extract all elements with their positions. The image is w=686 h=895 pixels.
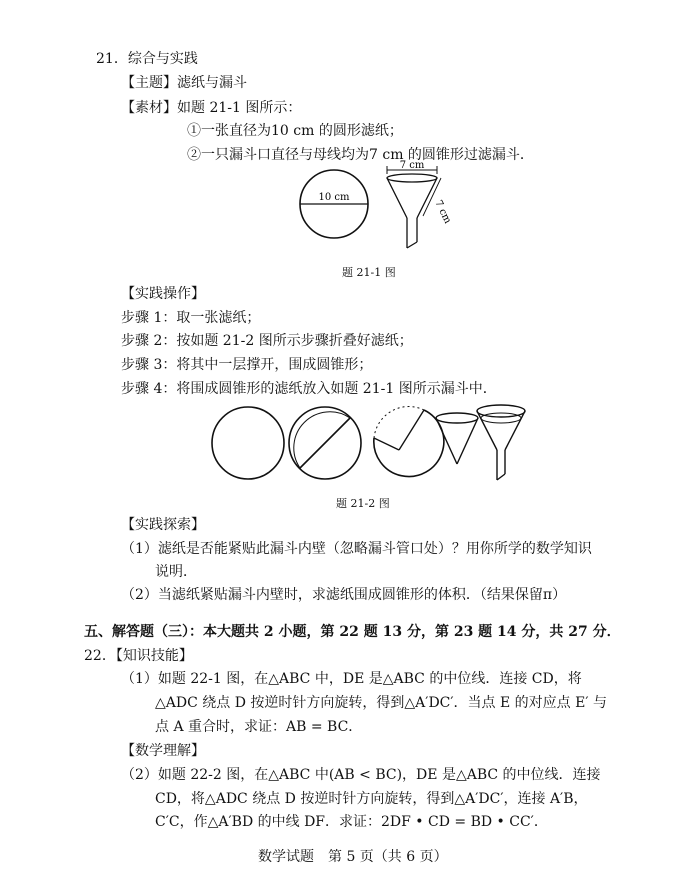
section-5-heading: 五、解答题（三）：本大题共 2 小题，第 22 题 13 分，第 23 题 14 分，共 27 分． <box>84 624 621 640</box>
fold-step-half <box>289 407 361 479</box>
page-footer: 数学试题 第 5 页（共 6 页） <box>258 849 448 865</box>
understanding-heading: 【数学理解】 <box>121 743 205 759</box>
slant-height-label: 7 cm <box>432 198 453 226</box>
step-4: 步骤 4：将围成圆锥形的滤纸放入如题 21-1 图所示漏斗中． <box>121 381 497 397</box>
q21-theme: 【主题】滤纸与漏斗 <box>121 75 247 91</box>
explore-q2: （2）当滤纸紧贴漏斗内壁时，求滤纸围成圆锥形的体积．（结果保留π） <box>121 587 567 603</box>
q22-p1-line-1: （1）如题 22-1 图，在△ABC 中，DE 是△ABC 的中位线．连接 CD，将 <box>121 671 582 687</box>
paper-cone <box>436 413 478 464</box>
filter-paper-circle <box>300 170 368 238</box>
cone-in-funnel <box>477 405 525 480</box>
q22-p1-line-3: 点 A 重合时，求证：AB = BC． <box>155 719 363 735</box>
funnel-drawing <box>387 160 453 248</box>
q22-p2-line-1: （2）如题 22-2 图，在△ABC 中(AB < BC)，DE 是△ABC 的中位线．连接 <box>121 767 601 783</box>
explore-q1-line-1: （1）滤纸是否能紧贴此漏斗内壁（忽略漏斗管口处）？用你所学的数学知识 <box>121 541 592 557</box>
q22-p1-line-2: △ADC 绕点 D 按逆时针方向旋转，得到△A′DC′．当点 E 的对应点 E′ 与 <box>155 695 607 711</box>
q22-p2-line-3: C′C，作△A′BD 的中线 DF．求证：2DF • CD = BD • CC′． <box>155 814 548 830</box>
figure-21-2 <box>200 398 540 488</box>
q21-material: 【素材】如题 21-1 图所示： <box>121 100 302 116</box>
explore-q1-line-2: 说明． <box>155 564 197 580</box>
fold-step-quarter <box>374 407 444 477</box>
q21-item-2: ②一只漏斗口直径与母线均为7 cm 的圆锥形过滤漏斗． <box>187 147 534 163</box>
figure-21-2-caption: 题 21-2 图 <box>336 497 390 510</box>
diameter-label: 10 cm <box>318 192 350 203</box>
figure-21-1-caption: 题 21-1 图 <box>342 266 396 279</box>
q21-item-1: ①一张直径为10 cm 的圆形滤纸； <box>187 123 403 139</box>
step-3: 步骤 3：将其中一层撑开，围成圆锥形； <box>121 357 373 373</box>
explore-heading: 【实践探索】 <box>121 517 205 533</box>
figure-21-1 <box>295 158 465 258</box>
q22-p2-line-2: CD，将△ADC 绕点 D 按逆时针方向旋转，得到△A′DC′，连接 A′B， <box>155 791 588 807</box>
step-1: 步骤 1：取一张滤纸； <box>121 310 261 326</box>
q22-title: 22．【知识技能】 <box>84 648 193 664</box>
q21-title: 21．综合与实践 <box>96 51 198 67</box>
fold-step-full-circle <box>212 407 284 479</box>
mouth-diameter-label: 7 cm <box>399 160 425 171</box>
step-2: 步骤 2：按如题 21-2 图所示步骤折叠好滤纸； <box>121 333 413 349</box>
ops-heading: 【实践操作】 <box>121 286 205 302</box>
